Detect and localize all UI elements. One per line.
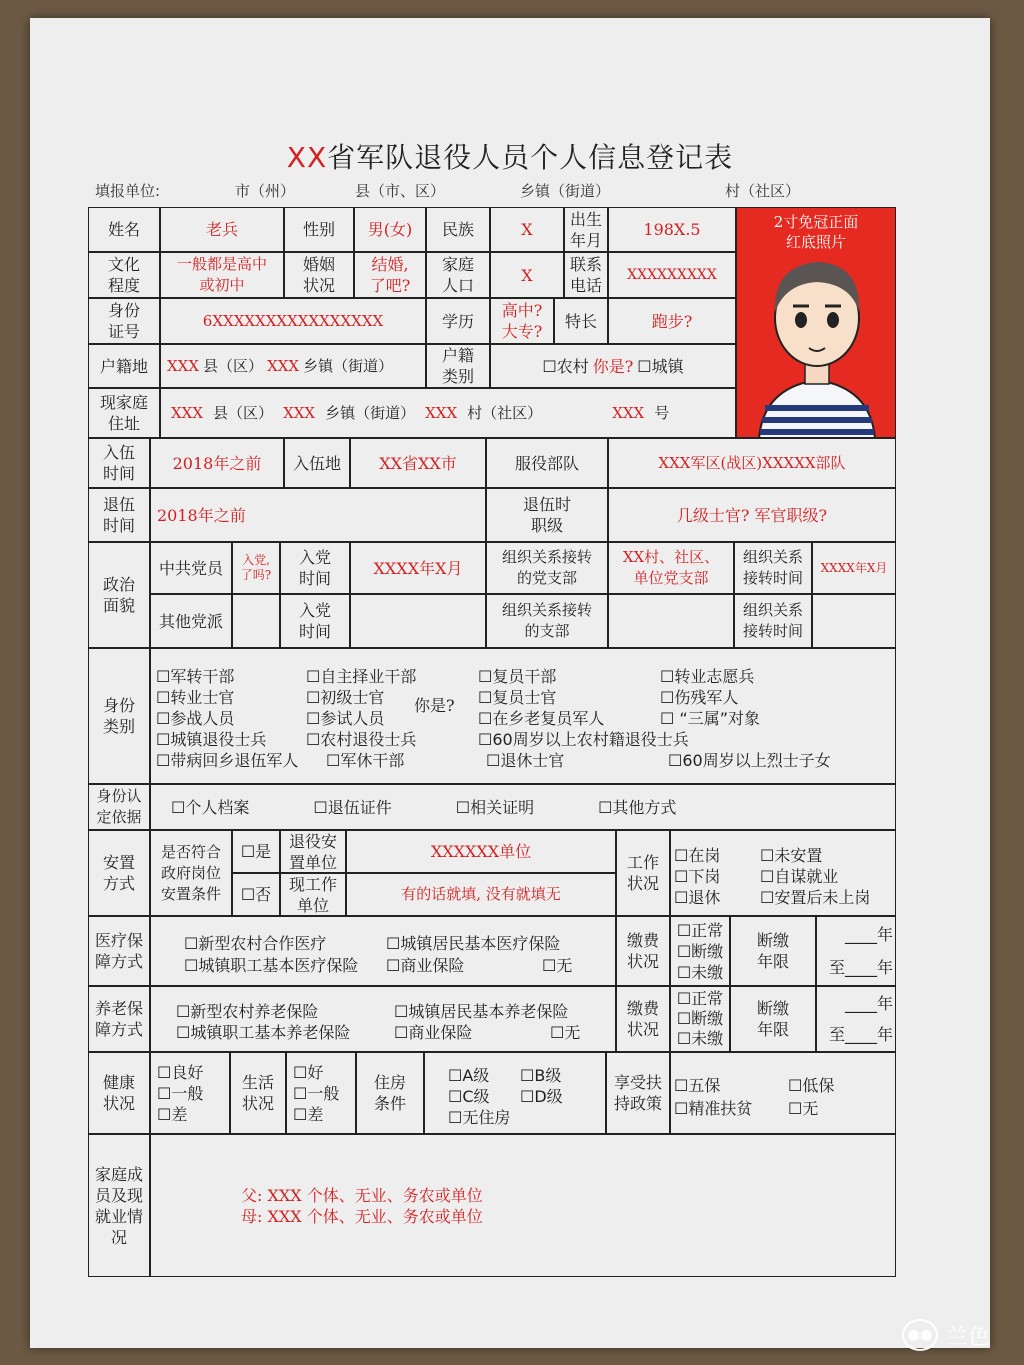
work-status-option-4[interactable]: ☐自谋就业 xyxy=(760,867,839,886)
value-unit[interactable]: XXX军区(战区)XXXXX部队 xyxy=(608,438,896,488)
poverty-option-2[interactable]: ☐低保 xyxy=(788,1076,835,1095)
value-skill[interactable]: 跑步? xyxy=(608,298,736,344)
work-status-option-3[interactable]: ☐下岗 xyxy=(674,867,721,886)
value-gender[interactable]: 男(女) xyxy=(354,207,426,252)
value-join-time[interactable]: XXXX年X月 xyxy=(350,542,486,594)
housing-option-1[interactable]: ☐A级 xyxy=(448,1066,490,1085)
address-village-label: 村（社区） xyxy=(467,403,543,422)
identity-option-2[interactable]: ☐自主择业干部 xyxy=(306,667,417,686)
label-family-members: 家庭成 员及现 就业情 况 xyxy=(88,1134,150,1277)
value-work-unit[interactable]: 有的话就填, 没有就填无 xyxy=(346,873,616,916)
label-pension: 养老保 障方式 xyxy=(88,986,150,1052)
filler-unit-line xyxy=(95,180,815,202)
address-town-label: 乡镇（街道） xyxy=(325,403,416,422)
label-medical-break: 断缴 年限 xyxy=(730,916,816,986)
label-retire-time: 退伍 时间 xyxy=(88,488,150,542)
health-option-3[interactable]: ☐差 xyxy=(157,1104,188,1124)
value-name[interactable]: 老兵 xyxy=(160,207,284,252)
label-health: 健康 状况 xyxy=(88,1052,150,1134)
medical-payment-option-1[interactable]: ☐正常 xyxy=(676,920,724,940)
identity-option-14[interactable]: ☐农村退役士兵 xyxy=(306,730,417,749)
identity-option-18[interactable]: ☐退休士官 xyxy=(486,751,565,770)
value-enlist-time[interactable]: 2018年之前 xyxy=(150,438,284,488)
value-address[interactable] xyxy=(160,388,736,438)
value-id[interactable]: 6XXXXXXXXXXXXXXXX xyxy=(160,298,426,344)
label-enlist-time: 入伍 时间 xyxy=(88,438,150,488)
hh-option-urban[interactable]: ☐城镇 xyxy=(637,356,684,376)
address-village-value: XXX xyxy=(425,403,458,422)
value-retire-rank[interactable]: 几级士官? 军官职级? xyxy=(608,488,896,542)
value-ccp[interactable]: 入党, 了吗? xyxy=(232,542,280,594)
identity-option-4[interactable]: ☐转业志愿兵 xyxy=(660,667,755,686)
value-ethnic[interactable]: X xyxy=(490,207,564,252)
pension-option-2[interactable]: ☐城镇居民基本养老保险 xyxy=(394,1002,569,1021)
address-number-value: XXX xyxy=(612,403,645,422)
medical-break-year1: ____年 xyxy=(844,925,893,944)
label-join-time: 入党 时间 xyxy=(280,542,350,594)
label-ethnic: 民族 xyxy=(426,207,490,252)
filler-city: 市（州） xyxy=(235,182,296,200)
address-county-value: XXX xyxy=(171,403,204,422)
filler-county: 县（市、区） xyxy=(355,182,446,200)
label-medical-payment: 缴费 状况 xyxy=(616,916,670,986)
label-address: 现家庭 住址 xyxy=(88,388,160,438)
identity-option-19[interactable]: ☐60周岁以上烈士子女 xyxy=(668,751,831,770)
medical-payment-box xyxy=(670,916,730,986)
pension-break-box[interactable] xyxy=(816,986,896,1052)
label-political: 政治 面貌 xyxy=(88,542,150,648)
basis-option-1[interactable]: ☐个人档案 xyxy=(171,797,250,817)
life-option-2[interactable]: ☐一般 xyxy=(293,1083,340,1103)
poverty-option-3[interactable]: ☐精准扶贫 xyxy=(674,1099,753,1118)
medical-break-box[interactable] xyxy=(816,916,896,986)
title-prefix: XX xyxy=(286,141,328,174)
family-mother: 母: XXX 个体、无业、务农或单位 xyxy=(241,1206,483,1226)
photo-box[interactable] xyxy=(736,207,896,438)
pension-payment-option-2[interactable]: ☐断缴 xyxy=(676,1009,724,1028)
label-identity-basis: 身份认 定依据 xyxy=(88,784,150,830)
label-household: 户籍地 xyxy=(88,344,160,388)
value-org-branch[interactable]: XX村、社区、 单位党支部 xyxy=(608,542,734,594)
identity-note: 你是? xyxy=(414,696,455,715)
identity-option-12[interactable]: ☐ “三属”对象 xyxy=(660,709,761,728)
label-marriage: 婚姻 状况 xyxy=(284,252,354,298)
label-hh-type: 户籍 类别 xyxy=(426,344,490,388)
label-gender: 性别 xyxy=(284,207,354,252)
value-enlist-place[interactable]: XX省XX市 xyxy=(350,438,486,488)
address-county-label: 县（区） xyxy=(213,403,274,422)
label-pension-payment: 缴费 状况 xyxy=(616,986,670,1052)
value-marriage[interactable]: 结婚, 了吧? xyxy=(354,252,426,298)
identity-option-15[interactable]: ☐60周岁以上农村籍退役士兵 xyxy=(478,730,689,749)
label-id: 身份 证号 xyxy=(88,298,160,344)
value-degree[interactable]: 高中? 大专? xyxy=(490,298,554,344)
medical-option-3[interactable]: ☐城镇职工基本医疗保险 xyxy=(184,956,359,975)
label-work-status: 工作 状况 xyxy=(616,830,670,916)
pension-option-4[interactable]: ☐商业保险 xyxy=(394,1023,473,1042)
identity-option-8[interactable]: ☐伤残军人 xyxy=(660,688,739,707)
title-text: 省军队退役人员个人信息登记表 xyxy=(327,141,734,174)
label-other-party: 其他党派 xyxy=(150,594,232,648)
label-poverty: 享受扶 持政策 xyxy=(606,1052,670,1134)
placement-no[interactable]: ☐否 xyxy=(232,873,280,916)
identity-option-11[interactable]: ☐在乡老复员军人 xyxy=(478,709,605,728)
medical-payment-option-2[interactable]: ☐断缴 xyxy=(676,941,724,961)
pension-option-3[interactable]: ☐城镇职工基本养老保险 xyxy=(176,1023,351,1042)
poverty-option-4[interactable]: ☐无 xyxy=(788,1099,819,1118)
filler-unit-label: 填报单位: xyxy=(95,182,161,200)
identity-option-10[interactable]: ☐参试人员 xyxy=(306,709,385,728)
life-option-3[interactable]: ☐差 xyxy=(293,1104,324,1124)
value-hh-type xyxy=(490,344,736,388)
label-family: 家庭 人口 xyxy=(426,252,490,298)
wechat-icon: ●● xyxy=(902,1319,938,1351)
label-phone: 联系 电话 xyxy=(564,252,608,298)
work-status-option-2[interactable]: ☐未安置 xyxy=(760,846,823,865)
work-status-option-5[interactable]: ☐退休 xyxy=(674,888,721,907)
label-retire-rank: 退伍时 职级 xyxy=(486,488,608,542)
pension-payment-box xyxy=(670,986,730,1052)
basis-option-3[interactable]: ☐相关证明 xyxy=(455,797,535,817)
label-skill: 特长 xyxy=(554,298,608,344)
household-county-value: XXX xyxy=(167,356,200,375)
pension-break-year1: ____年 xyxy=(844,994,893,1013)
medical-option-1[interactable]: ☐新型农村合作医疗 xyxy=(184,934,327,953)
label-name: 姓名 xyxy=(88,207,160,252)
value-education[interactable]: 一般都是高中 或初中 xyxy=(160,252,284,298)
identity-option-16[interactable]: ☐带病回乡退伍军人 xyxy=(156,751,299,770)
household-town-label: 乡镇（街道） xyxy=(303,356,394,375)
value-other-transfer[interactable] xyxy=(608,594,734,648)
life-options-box xyxy=(286,1052,356,1134)
life-option-1[interactable]: ☐好 xyxy=(293,1062,324,1082)
identity-option-3[interactable]: ☐复员干部 xyxy=(478,667,557,686)
value-org-time[interactable]: XXXX年X月 xyxy=(812,542,896,594)
address-number-label: 号 xyxy=(654,403,670,422)
label-org-transfer-time: 组织关系 接转时间 xyxy=(734,542,812,594)
value-family[interactable]: X xyxy=(490,252,564,298)
household-county-label: 县（区） xyxy=(203,356,264,375)
housing-option-5[interactable]: ☐无住房 xyxy=(448,1108,511,1127)
pension-payment-option-1[interactable]: ☐正常 xyxy=(676,989,724,1008)
value-family-members[interactable] xyxy=(150,1134,896,1277)
value-birth[interactable]: 198X.5 xyxy=(608,207,736,252)
value-retire-time[interactable]: 2018年之前 xyxy=(150,488,486,542)
address-town-value: XXX xyxy=(283,403,316,422)
label-unit: 服役部队 xyxy=(486,438,608,488)
identity-option-7[interactable]: ☐复员士官 xyxy=(478,688,557,707)
label-placement: 安置 方式 xyxy=(88,830,150,916)
label-other-transfer: 组织关系接转 的支部 xyxy=(486,594,608,648)
identity-option-5[interactable]: ☐转业士官 xyxy=(156,688,235,707)
label-degree: 学历 xyxy=(426,298,490,344)
label-housing: 住房 条件 xyxy=(356,1052,424,1134)
watermark-text: 兰色 xyxy=(945,1324,990,1350)
label-org-transfer: 组织关系接转 的党支部 xyxy=(486,542,608,594)
housing-option-3[interactable]: ☐C级 xyxy=(448,1087,490,1106)
label-work-unit: 现工作 单位 xyxy=(280,873,346,916)
housing-option-2[interactable]: ☐B级 xyxy=(520,1066,562,1085)
medical-option-4[interactable]: ☐商业保险 xyxy=(386,956,465,975)
pension-break-year2: 至____年 xyxy=(828,1025,893,1044)
health-option-1[interactable]: ☐良好 xyxy=(157,1062,204,1082)
identity-option-13[interactable]: ☐城镇退役士兵 xyxy=(156,730,267,749)
pension-option-5[interactable]: ☐无 xyxy=(550,1023,581,1042)
poverty-option-1[interactable]: ☐五保 xyxy=(674,1076,721,1095)
label-ccp: 中共党员 xyxy=(150,542,232,594)
value-phone[interactable]: XXXXXXXXX xyxy=(608,252,736,298)
basis-option-4[interactable]: ☐其他方式 xyxy=(598,797,677,817)
medical-option-5[interactable]: ☐无 xyxy=(542,956,573,975)
value-other-party[interactable] xyxy=(232,594,280,648)
label-identity: 身份 类别 xyxy=(88,648,150,784)
registration-form xyxy=(88,207,896,1277)
pension-payment-option-3[interactable]: ☐未缴 xyxy=(676,1029,724,1048)
label-other-transfer-time: 组织关系 接转时间 xyxy=(734,594,812,648)
medical-break-year2: 至____年 xyxy=(828,958,893,977)
housing-option-4[interactable]: ☐D级 xyxy=(520,1087,563,1106)
hh-note: 你是? xyxy=(592,356,634,376)
wechat-watermark xyxy=(902,1319,990,1351)
basis-option-2[interactable]: ☐退伍证件 xyxy=(313,797,392,817)
form-title xyxy=(30,136,990,176)
identity-option-1[interactable]: ☐军转干部 xyxy=(156,667,235,686)
filler-town: 乡镇（街道） xyxy=(520,182,611,200)
pension-option-1[interactable]: ☐新型农村养老保险 xyxy=(176,1002,319,1021)
family-father: 父: XXX 个体、无业、务农或单位 xyxy=(241,1185,483,1205)
label-placement-unit: 退役安 置单位 xyxy=(280,830,346,873)
photo-caption: 2寸免冠正面 红底照片 xyxy=(773,213,859,251)
label-education: 文化 程度 xyxy=(88,252,160,298)
label-life: 生活 状况 xyxy=(230,1052,286,1134)
placement-yes[interactable]: ☐是 xyxy=(232,830,280,873)
avatar-illustration xyxy=(737,208,896,438)
label-pension-break: 断缴 年限 xyxy=(730,986,816,1052)
filler-village: 村（社区） xyxy=(725,182,801,200)
value-household[interactable] xyxy=(160,344,426,388)
identity-option-17[interactable]: ☐军休干部 xyxy=(326,751,405,770)
label-birth: 出生 年月 xyxy=(564,207,608,252)
label-enlist-place: 入伍地 xyxy=(284,438,350,488)
value-placement-unit[interactable]: XXXXXX单位 xyxy=(346,830,616,873)
label-medical: 医疗保 障方式 xyxy=(88,916,150,986)
value-other-transfer-time[interactable] xyxy=(812,594,896,648)
value-other-join-time[interactable] xyxy=(350,594,486,648)
identity-option-9[interactable]: ☐参战人员 xyxy=(156,709,235,728)
label-other-join-time: 入党 时间 xyxy=(280,594,350,648)
medical-payment-option-3[interactable]: ☐未缴 xyxy=(676,962,724,982)
basis-options-box xyxy=(150,784,896,830)
health-option-2[interactable]: ☐一般 xyxy=(157,1083,204,1103)
identity-option-6[interactable]: ☐初级士官 xyxy=(306,688,385,707)
hh-option-rural[interactable]: ☐农村 xyxy=(542,356,589,376)
label-placement-cond: 是否符合 政府岗位 安置条件 xyxy=(150,830,232,916)
work-status-option-1[interactable]: ☐在岗 xyxy=(674,846,721,865)
work-status-option-6[interactable]: ☐安置后未上岗 xyxy=(760,888,871,907)
health-options-box xyxy=(150,1052,230,1134)
medical-option-2[interactable]: ☐城镇居民基本医疗保险 xyxy=(386,934,561,953)
household-town-value: XXX xyxy=(267,356,300,375)
